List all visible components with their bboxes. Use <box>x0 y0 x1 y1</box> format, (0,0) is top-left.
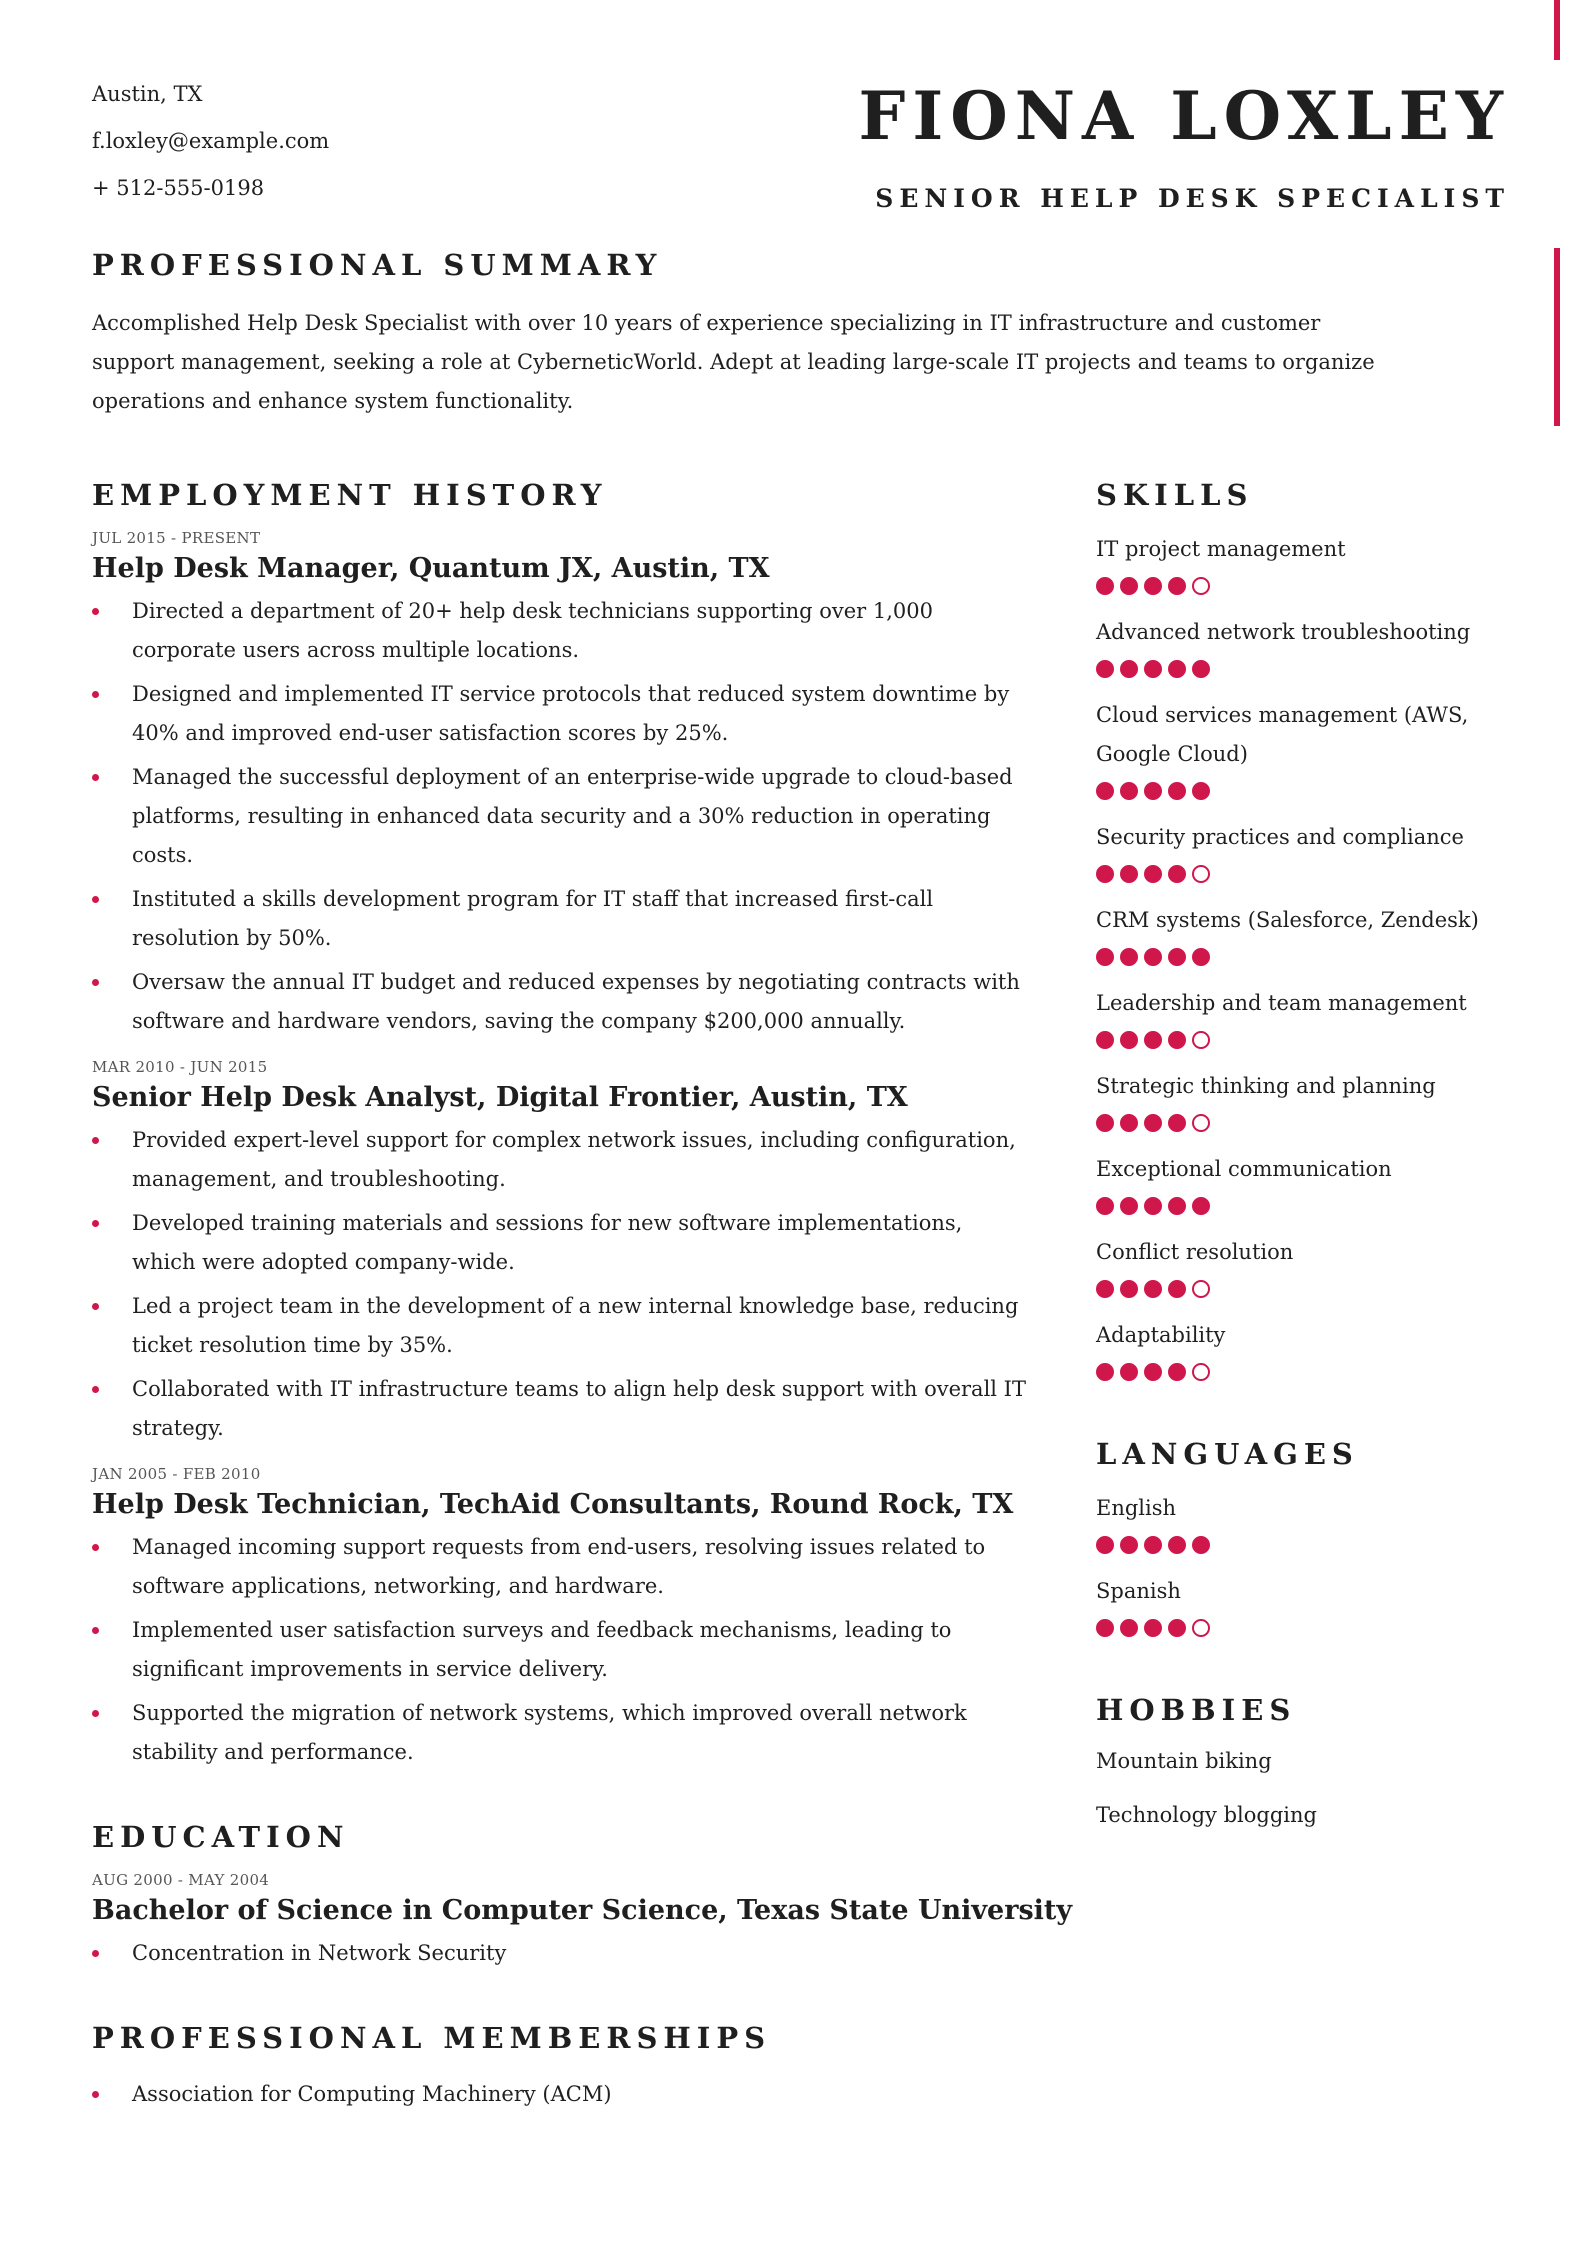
bullet-dot-icon <box>92 1544 99 1551</box>
rating-dot-filled <box>1144 1363 1162 1381</box>
bullet-dot-icon <box>92 608 99 615</box>
education-bullets <box>92 1934 1032 1973</box>
bullet-item: Provided expert-level support for complex network issues, including configuration, management, and troubleshooting. <box>92 1121 1032 1199</box>
rating-dots <box>1096 575 1526 595</box>
education-date: AUG 2000 - MAY 2004 <box>92 1871 270 1889</box>
skill-item-name: CRM systems (Salesforce, Zendesk) <box>1096 908 1479 932</box>
rating-dot-filled <box>1120 660 1138 678</box>
rating-dots <box>1096 1534 1526 1554</box>
candidate-name: FIONA LOXLEY <box>858 77 1510 155</box>
job-entry <box>92 1057 1032 1448</box>
hobbies-heading: HOBBIES <box>1096 1693 1297 1727</box>
rating-dot-filled <box>1168 1280 1186 1298</box>
bullet-dot-icon <box>92 2091 99 2098</box>
rating-dots <box>1096 780 1526 800</box>
skill-item-name: Cloud services management (AWS, Google Cloud) <box>1096 703 1469 766</box>
rating-dot-filled <box>1120 865 1138 883</box>
rating-dot-filled <box>1192 1536 1210 1554</box>
right-column <box>1096 478 1526 1835</box>
bullet-dot-icon <box>92 1137 99 1144</box>
rating-dot-filled <box>1120 1114 1138 1132</box>
skill-item <box>1096 696 1526 800</box>
summary-heading: PROFESSIONAL SUMMARY <box>92 248 663 282</box>
skill-item <box>1096 901 1526 966</box>
job-entry <box>92 528 1032 1041</box>
rating-dot-filled <box>1192 948 1210 966</box>
rating-dot-filled <box>1144 865 1162 883</box>
rating-dot-filled <box>1144 1619 1162 1637</box>
rating-dot-filled <box>1144 660 1162 678</box>
skill-item-name: Leadership and team management <box>1096 991 1467 1015</box>
rating-dot-filled <box>1168 1031 1186 1049</box>
job-bullets <box>92 1121 1032 1448</box>
job-date: JAN 2005 - FEB 2010 <box>92 1465 261 1483</box>
rating-dot-filled <box>1144 782 1162 800</box>
bullet-item: Association for Computing Machinery (ACM) <box>92 2075 1032 2114</box>
skill-item-name: Adaptability <box>1096 1323 1226 1347</box>
education-heading: EDUCATION <box>92 1820 350 1854</box>
rating-dot-filled <box>1192 782 1210 800</box>
skill-item <box>1096 1233 1526 1298</box>
job-bullets <box>92 592 1032 1041</box>
skill-item <box>1096 818 1526 883</box>
bullet-dot-icon <box>92 774 99 781</box>
rating-dot-filled <box>1168 660 1186 678</box>
rating-dot-filled <box>1120 1280 1138 1298</box>
languages-list <box>1096 1489 1526 1637</box>
rating-dot-filled <box>1168 577 1186 595</box>
rating-dot-filled <box>1096 1363 1114 1381</box>
rating-dot-empty <box>1192 1031 1210 1049</box>
bullet-item: Concentration in Network Security <box>92 1934 1032 1973</box>
bullet-item: Designed and implemented IT service protocols that reduced system downtime by 40% and improved end-user satisfaction scores by 25%. <box>92 675 1032 753</box>
rating-dot-filled <box>1096 1031 1114 1049</box>
rating-dots <box>1096 946 1526 966</box>
bullet-item: Supported the migration of network systems, which improved overall network stability and performance. <box>92 1694 1032 1772</box>
rating-dot-empty <box>1192 1114 1210 1132</box>
rating-dot-empty <box>1192 577 1210 595</box>
professional-summary <box>92 248 1392 421</box>
skill-item <box>1096 984 1526 1049</box>
job-date: MAR 2010 - JUN 2015 <box>92 1058 268 1076</box>
rating-dot-filled <box>1144 1197 1162 1215</box>
bullet-item: Instituted a skills development program for IT staff that increased first-call resolution by 50%. <box>92 880 1032 958</box>
bullet-dot-icon <box>92 1627 99 1634</box>
rating-dot-filled <box>1192 660 1210 678</box>
rating-dot-filled <box>1120 577 1138 595</box>
rating-dot-filled <box>1096 660 1114 678</box>
candidate-title: SENIOR HELP DESK SPECIALIST <box>875 184 1510 213</box>
skill-item-name: Advanced network troubleshooting <box>1096 620 1471 644</box>
rating-dot-filled <box>1168 1197 1186 1215</box>
rating-dot-filled <box>1096 1114 1114 1132</box>
rating-dot-filled <box>1192 1197 1210 1215</box>
rating-dot-filled <box>1096 577 1114 595</box>
rating-dot-filled <box>1144 1031 1162 1049</box>
skill-item-name: IT project management <box>1096 537 1346 561</box>
rating-dot-empty <box>1192 865 1210 883</box>
rating-dot-filled <box>1168 1619 1186 1637</box>
bullet-dot-icon <box>92 1386 99 1393</box>
rating-dot-filled <box>1120 1031 1138 1049</box>
skill-item-name: Strategic thinking and planning <box>1096 1074 1436 1098</box>
rating-dot-filled <box>1168 1363 1186 1381</box>
bullet-item: Developed training materials and sessions for new software implementations, which were adopted company-wide. <box>92 1204 1032 1282</box>
jobs-list <box>92 528 1032 1772</box>
bullet-item: Managed the successful deployment of an enterprise-wide upgrade to cloud-based platforms, resulting in enhanced data security and a 30% reduction in operating costs. <box>92 758 1032 875</box>
bullet-dot-icon <box>92 1220 99 1227</box>
rating-dot-filled <box>1120 948 1138 966</box>
rating-dot-filled <box>1120 782 1138 800</box>
rating-dot-filled <box>1096 1536 1114 1554</box>
contact-location: Austin, TX <box>92 82 203 106</box>
rating-dots <box>1096 863 1526 883</box>
rating-dot-filled <box>1168 1536 1186 1554</box>
education-section <box>92 1820 1073 1973</box>
skill-item <box>1096 613 1526 678</box>
skills-heading: SKILLS <box>1096 478 1254 512</box>
job-date: JUL 2015 - PRESENT <box>92 529 261 547</box>
bullet-dot-icon <box>92 691 99 698</box>
rating-dot-filled <box>1096 948 1114 966</box>
bullet-item: Collaborated with IT infrastructure teams to align help desk support with overall IT strategy. <box>92 1370 1032 1448</box>
bullet-dot-icon <box>92 896 99 903</box>
rating-dot-filled <box>1120 1363 1138 1381</box>
hobbies-list <box>1096 1742 1526 1835</box>
languages-section <box>1096 1437 1526 1637</box>
rating-dots <box>1096 1361 1526 1381</box>
employment-history <box>92 478 1032 1772</box>
rating-dot-empty <box>1192 1363 1210 1381</box>
language-item <box>1096 1489 1526 1554</box>
memberships-bullets <box>92 2075 1032 2114</box>
skill-item <box>1096 1067 1526 1132</box>
job-title: Senior Help Desk Analyst, Digital Frontier, Austin, TX <box>92 1082 908 1113</box>
accent-bar-middle <box>1554 248 1560 426</box>
bullet-item: Led a project team in the development of a new internal knowledge base, reducing ticket resolution time by 35%. <box>92 1287 1032 1365</box>
accent-bar-top <box>1554 0 1560 60</box>
memberships-section <box>92 2021 1032 2114</box>
skill-item <box>1096 1150 1526 1215</box>
job-bullets <box>92 1528 1032 1772</box>
rating-dots <box>1096 1112 1526 1132</box>
employment-heading: EMPLOYMENT HISTORY <box>92 478 608 512</box>
rating-dots <box>1096 1195 1526 1215</box>
bullet-dot-icon <box>92 1710 99 1717</box>
skill-item-name: Security practices and compliance <box>1096 825 1464 849</box>
language-item <box>1096 1572 1526 1637</box>
rating-dot-filled <box>1144 948 1162 966</box>
skills-list <box>1096 530 1526 1381</box>
skill-item <box>1096 1316 1526 1381</box>
rating-dot-filled <box>1096 865 1114 883</box>
skill-item-name: Exceptional communication <box>1096 1157 1392 1181</box>
rating-dot-filled <box>1096 1280 1114 1298</box>
contact-email[interactable]: f.loxley@example.com <box>92 129 330 153</box>
rating-dots <box>1096 1617 1526 1637</box>
rating-dot-filled <box>1096 782 1114 800</box>
bullet-dot-icon <box>92 1950 99 1957</box>
education-degree: Bachelor of Science in Computer Science, Texas State University <box>92 1895 1073 1926</box>
rating-dots <box>1096 658 1526 678</box>
rating-dot-filled <box>1168 782 1186 800</box>
skills-section <box>1096 478 1526 1381</box>
rating-dot-empty <box>1192 1619 1210 1637</box>
job-title: Help Desk Manager, Quantum JX, Austin, TX <box>92 553 770 584</box>
job-title: Help Desk Technician, TechAid Consultants, Round Rock, TX <box>92 1489 1014 1520</box>
language-item-name: English <box>1096 1496 1177 1520</box>
memberships-heading: PROFESSIONAL MEMBERSHIPS <box>92 2021 772 2055</box>
bullet-item: Managed incoming support requests from end-users, resolving issues related to software applications, networking, and hardware. <box>92 1528 1032 1606</box>
rating-dot-filled <box>1168 1114 1186 1132</box>
rating-dot-filled <box>1168 865 1186 883</box>
bullet-item: Oversaw the annual IT budget and reduced expenses by negotiating contracts with software and hardware vendors, saving the company $200,000 annually. <box>92 963 1032 1041</box>
bullet-item: Implemented user satisfaction surveys and feedback mechanisms, leading to significant improvements in service delivery. <box>92 1611 1032 1689</box>
rating-dot-empty <box>1192 1280 1210 1298</box>
rating-dot-filled <box>1168 948 1186 966</box>
language-item-name: Spanish <box>1096 1579 1181 1603</box>
rating-dot-filled <box>1096 1619 1114 1637</box>
contact-block <box>92 82 329 223</box>
hobbies-section <box>1096 1693 1526 1835</box>
skill-item <box>1096 530 1526 595</box>
summary-text: Accomplished Help Desk Specialist with over 10 years of experience specializing in IT infrastructure and customer support management, seeking a role at CyberneticWorld. Adept at leading large-scale IT projects and teams to organize operations and enhance system functionality. <box>92 311 1375 413</box>
rating-dot-filled <box>1144 1536 1162 1554</box>
bullet-item: Directed a department of 20+ help desk technicians supporting over 1,000 corporate users across multiple locations. <box>92 592 1032 670</box>
rating-dot-filled <box>1096 1197 1114 1215</box>
hobby-item: Technology blogging <box>1096 1803 1317 1827</box>
rating-dots <box>1096 1029 1526 1049</box>
left-column <box>92 478 1073 2119</box>
skill-item-name: Conflict resolution <box>1096 1240 1294 1264</box>
bullet-dot-icon <box>92 1303 99 1310</box>
rating-dots <box>1096 1278 1526 1298</box>
contact-phone[interactable]: + 512-555-0198 <box>92 176 265 200</box>
bullet-dot-icon <box>92 979 99 986</box>
job-entry <box>92 1464 1032 1772</box>
rating-dot-filled <box>1120 1619 1138 1637</box>
rating-dot-filled <box>1144 577 1162 595</box>
hobby-item: Mountain biking <box>1096 1749 1272 1773</box>
rating-dot-filled <box>1144 1114 1162 1132</box>
languages-heading: LANGUAGES <box>1096 1437 1359 1471</box>
rating-dot-filled <box>1120 1536 1138 1554</box>
rating-dot-filled <box>1120 1197 1138 1215</box>
rating-dot-filled <box>1144 1280 1162 1298</box>
